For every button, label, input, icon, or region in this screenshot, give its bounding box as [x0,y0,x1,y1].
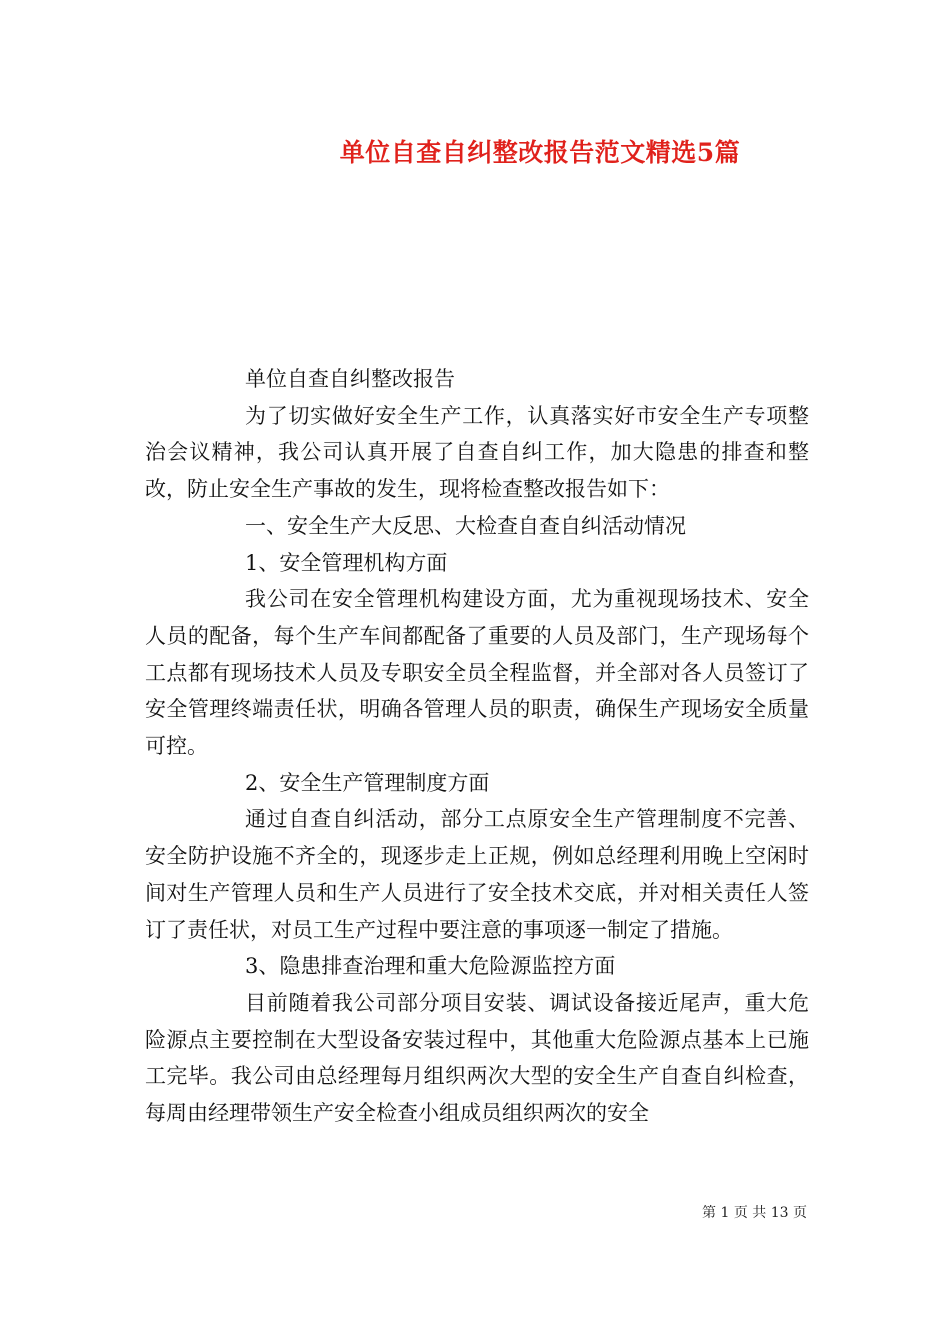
paragraph-hazard-control: 目前随着我公司部分项目安装、调试设备接近尾声，重大危险源点主要控制在大型设备安装过程中，其他重大危险源点基本上已施工完毕。我公司由总经理每月组织两次大型的安全生产自查自纠检查，每周由经理带领生产安全检查小组成员组织两次的安全 [145,990,809,1126]
subsection-heading-3: 3、隐患排查治理和重大危险源监控方面 [245,954,616,979]
document-title: 单位自查自纠整改报告范文精选5篇 [339,138,741,167]
paragraph-management-system: 通过自查自纠活动，部分工点原安全生产管理制度不完善、安全防护设施不齐全的，现逐步走上正规，例如总经理利用晚上空闲时间对生产管理人员和生产人员进行了安全技术交底，并对相关责任人签订了责任状，对员工生产过程中要注意的事项逐一制定了措施。 [145,807,809,942]
section-heading-1: 一、安全生产大反思、大检查自查自纠活动情况 [245,513,686,538]
paragraph-report-heading: 单位自查自纠整改报告 [245,367,455,391]
paragraph-management-org: 我公司在安全管理机构建设方面，尤为重视现场技术、安全人员的配备，每个生产车间都配备了重要的人员及部门，生产现场每个工点都有现场技术人员及专职安全员全程监督，并全部对各人员签订了安全管理终端责任状，明确各管理人员的职责，确保生产现场安全质量可控。 [145,587,809,759]
subsection-heading-1: 1、安全管理机构方面 [245,550,448,575]
subsection-heading-2: 2、安全生产管理制度方面 [245,770,490,795]
document-body [145,361,809,1132]
page-footer: 第 1 页 共 13 页 [702,1205,807,1221]
paragraph-intro: 为了切实做好安全生产工作，认真落实好市安全生产专项整治会议精神，我公司认真开展了自查自纠工作，加大隐患的排查和整改，防止安全生产事故的发生，现将检查整改报告如下： [145,403,809,502]
